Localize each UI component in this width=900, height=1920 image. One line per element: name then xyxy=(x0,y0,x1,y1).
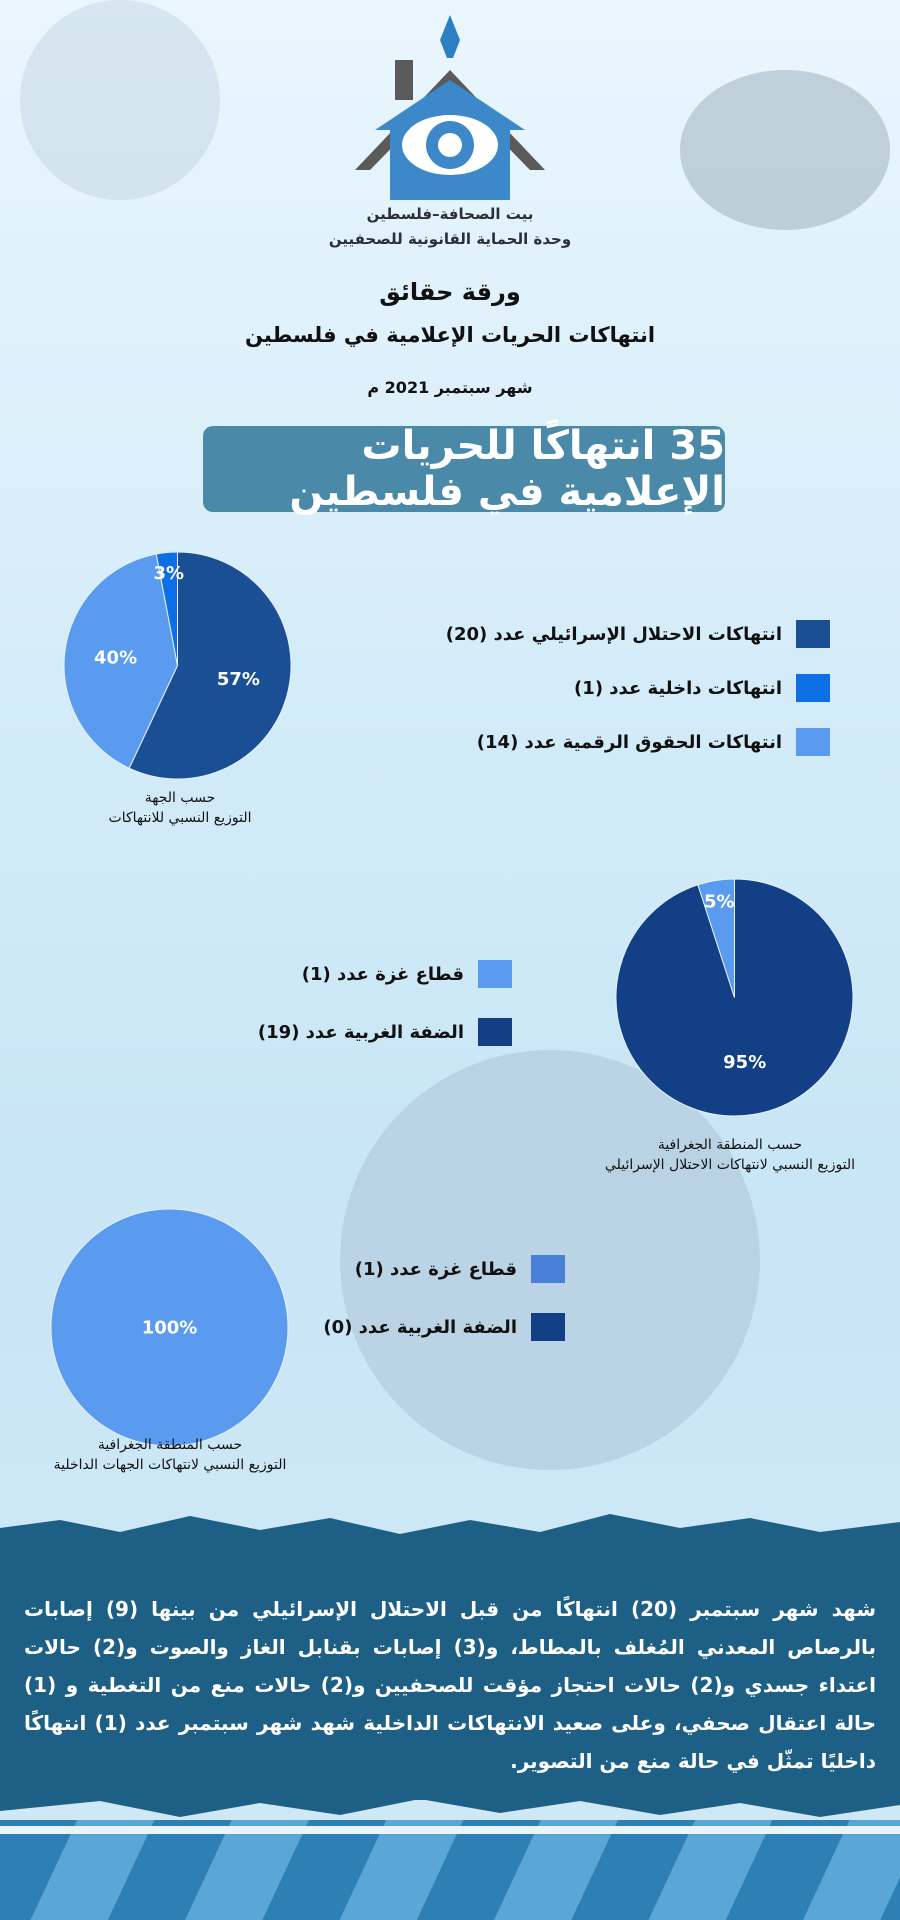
legend-label: انتهاكات داخلية عدد (1) xyxy=(574,677,782,699)
legend-swatch xyxy=(796,620,830,648)
chart3-legend xyxy=(300,1255,565,1341)
chart2-caption-line1: حسب المنطقة الجغرافية xyxy=(657,1137,803,1153)
pie-chart-internal-by-region xyxy=(47,1205,292,1450)
legend-label: انتهاكات الاحتلال الإسرائيلي عدد (20) xyxy=(445,623,782,645)
legend-item xyxy=(300,1255,565,1283)
headline-banner xyxy=(203,423,725,515)
legend-item xyxy=(160,960,512,988)
legend-item xyxy=(420,728,830,756)
background-photo-camera-tripod xyxy=(20,0,220,200)
chart1-legend xyxy=(420,620,830,756)
doc-type: ورقة حقائق xyxy=(379,278,521,306)
org-name: بيت الصحافة–فلسطين xyxy=(366,205,534,223)
pie-chart-occupation-by-region xyxy=(612,875,857,1120)
press-house-logo xyxy=(335,10,565,200)
stripe-divider xyxy=(0,1826,900,1834)
legend-label: قطاع غزة عدد (1) xyxy=(301,963,464,985)
chart2-legend xyxy=(160,960,512,1046)
period: شهر سبتمبر 2021 م xyxy=(367,378,533,397)
org-unit: وحدة الحماية القانونية للصحفيين xyxy=(328,230,572,248)
chart3-caption-line2: التوزيع النسبي لانتهاكات الجهات الداخلية xyxy=(53,1457,287,1473)
chart1-caption xyxy=(40,788,320,828)
chart2-caption-line2: التوزيع النسبي لانتهاكات الاحتلال الإسرائيلي xyxy=(604,1157,856,1173)
legend-label: الضفة الغربية عدد (0) xyxy=(323,1316,517,1338)
summary-text: شهد شهر سبتمبر (20) انتهاكًا من قبل الاحتلال الإسرائيلي من بينها (9) إصابات بالرصاص المعدني المُغلف بالمطاط، و(3) إصابات بقنابل الغاز والصوت و(2) حالات اعتداء جسدي و(2) حالات احتجاز مؤقت للصحفيين و(2) حالات منع من التغطية و (1) حالة اعتقال صحفي، وعلى صعيد الانتهاكات الداخلية شهد شهر سبتمبر عدد (1) انتهاكًا داخليًا تمثّل في حالة منع من التصوير. xyxy=(24,1597,876,1773)
chart1-caption-line1: حسب الجهة xyxy=(144,790,216,806)
chart2-caption xyxy=(560,1135,900,1175)
legend-swatch xyxy=(796,728,830,756)
legend-item xyxy=(300,1313,565,1341)
legend-swatch xyxy=(478,1018,512,1046)
legend-swatch xyxy=(531,1255,565,1283)
legend-item xyxy=(160,1018,512,1046)
headline-text: 35 انتهاكًا للحريات الإعلامية في فلسطين xyxy=(289,423,725,515)
legend-item xyxy=(420,620,830,648)
decorative-stripes xyxy=(0,1820,900,1920)
chart1-caption-line2: التوزيع النسبي للانتهاكات xyxy=(108,810,252,826)
pie-slice-label: 3% xyxy=(153,562,185,584)
pie-chart-by-party xyxy=(60,548,295,783)
pie-slice-label: 40% xyxy=(94,647,138,669)
background-photo-camera xyxy=(680,70,890,230)
legend-swatch xyxy=(478,960,512,988)
legend-label: قطاع غزة عدد (1) xyxy=(354,1258,517,1280)
chart3-caption-line1: حسب المنطقة الجغرافية xyxy=(97,1437,243,1453)
doc-title: انتهاكات الحريات الإعلامية في فلسطين xyxy=(244,323,656,347)
pie-slice-label: 57% xyxy=(216,669,260,691)
legend-label: الضفة الغربية عدد (19) xyxy=(257,1021,464,1043)
pie-slice-label: 100% xyxy=(141,1317,198,1339)
legend-swatch xyxy=(796,674,830,702)
pie-slice-label: 95% xyxy=(723,1051,767,1073)
pie-slice-label: 5% xyxy=(704,891,735,913)
legend-label: انتهاكات الحقوق الرقمية عدد (14) xyxy=(476,731,782,753)
legend-swatch xyxy=(531,1313,565,1341)
legend-item xyxy=(420,674,830,702)
chart3-caption xyxy=(0,1435,340,1475)
